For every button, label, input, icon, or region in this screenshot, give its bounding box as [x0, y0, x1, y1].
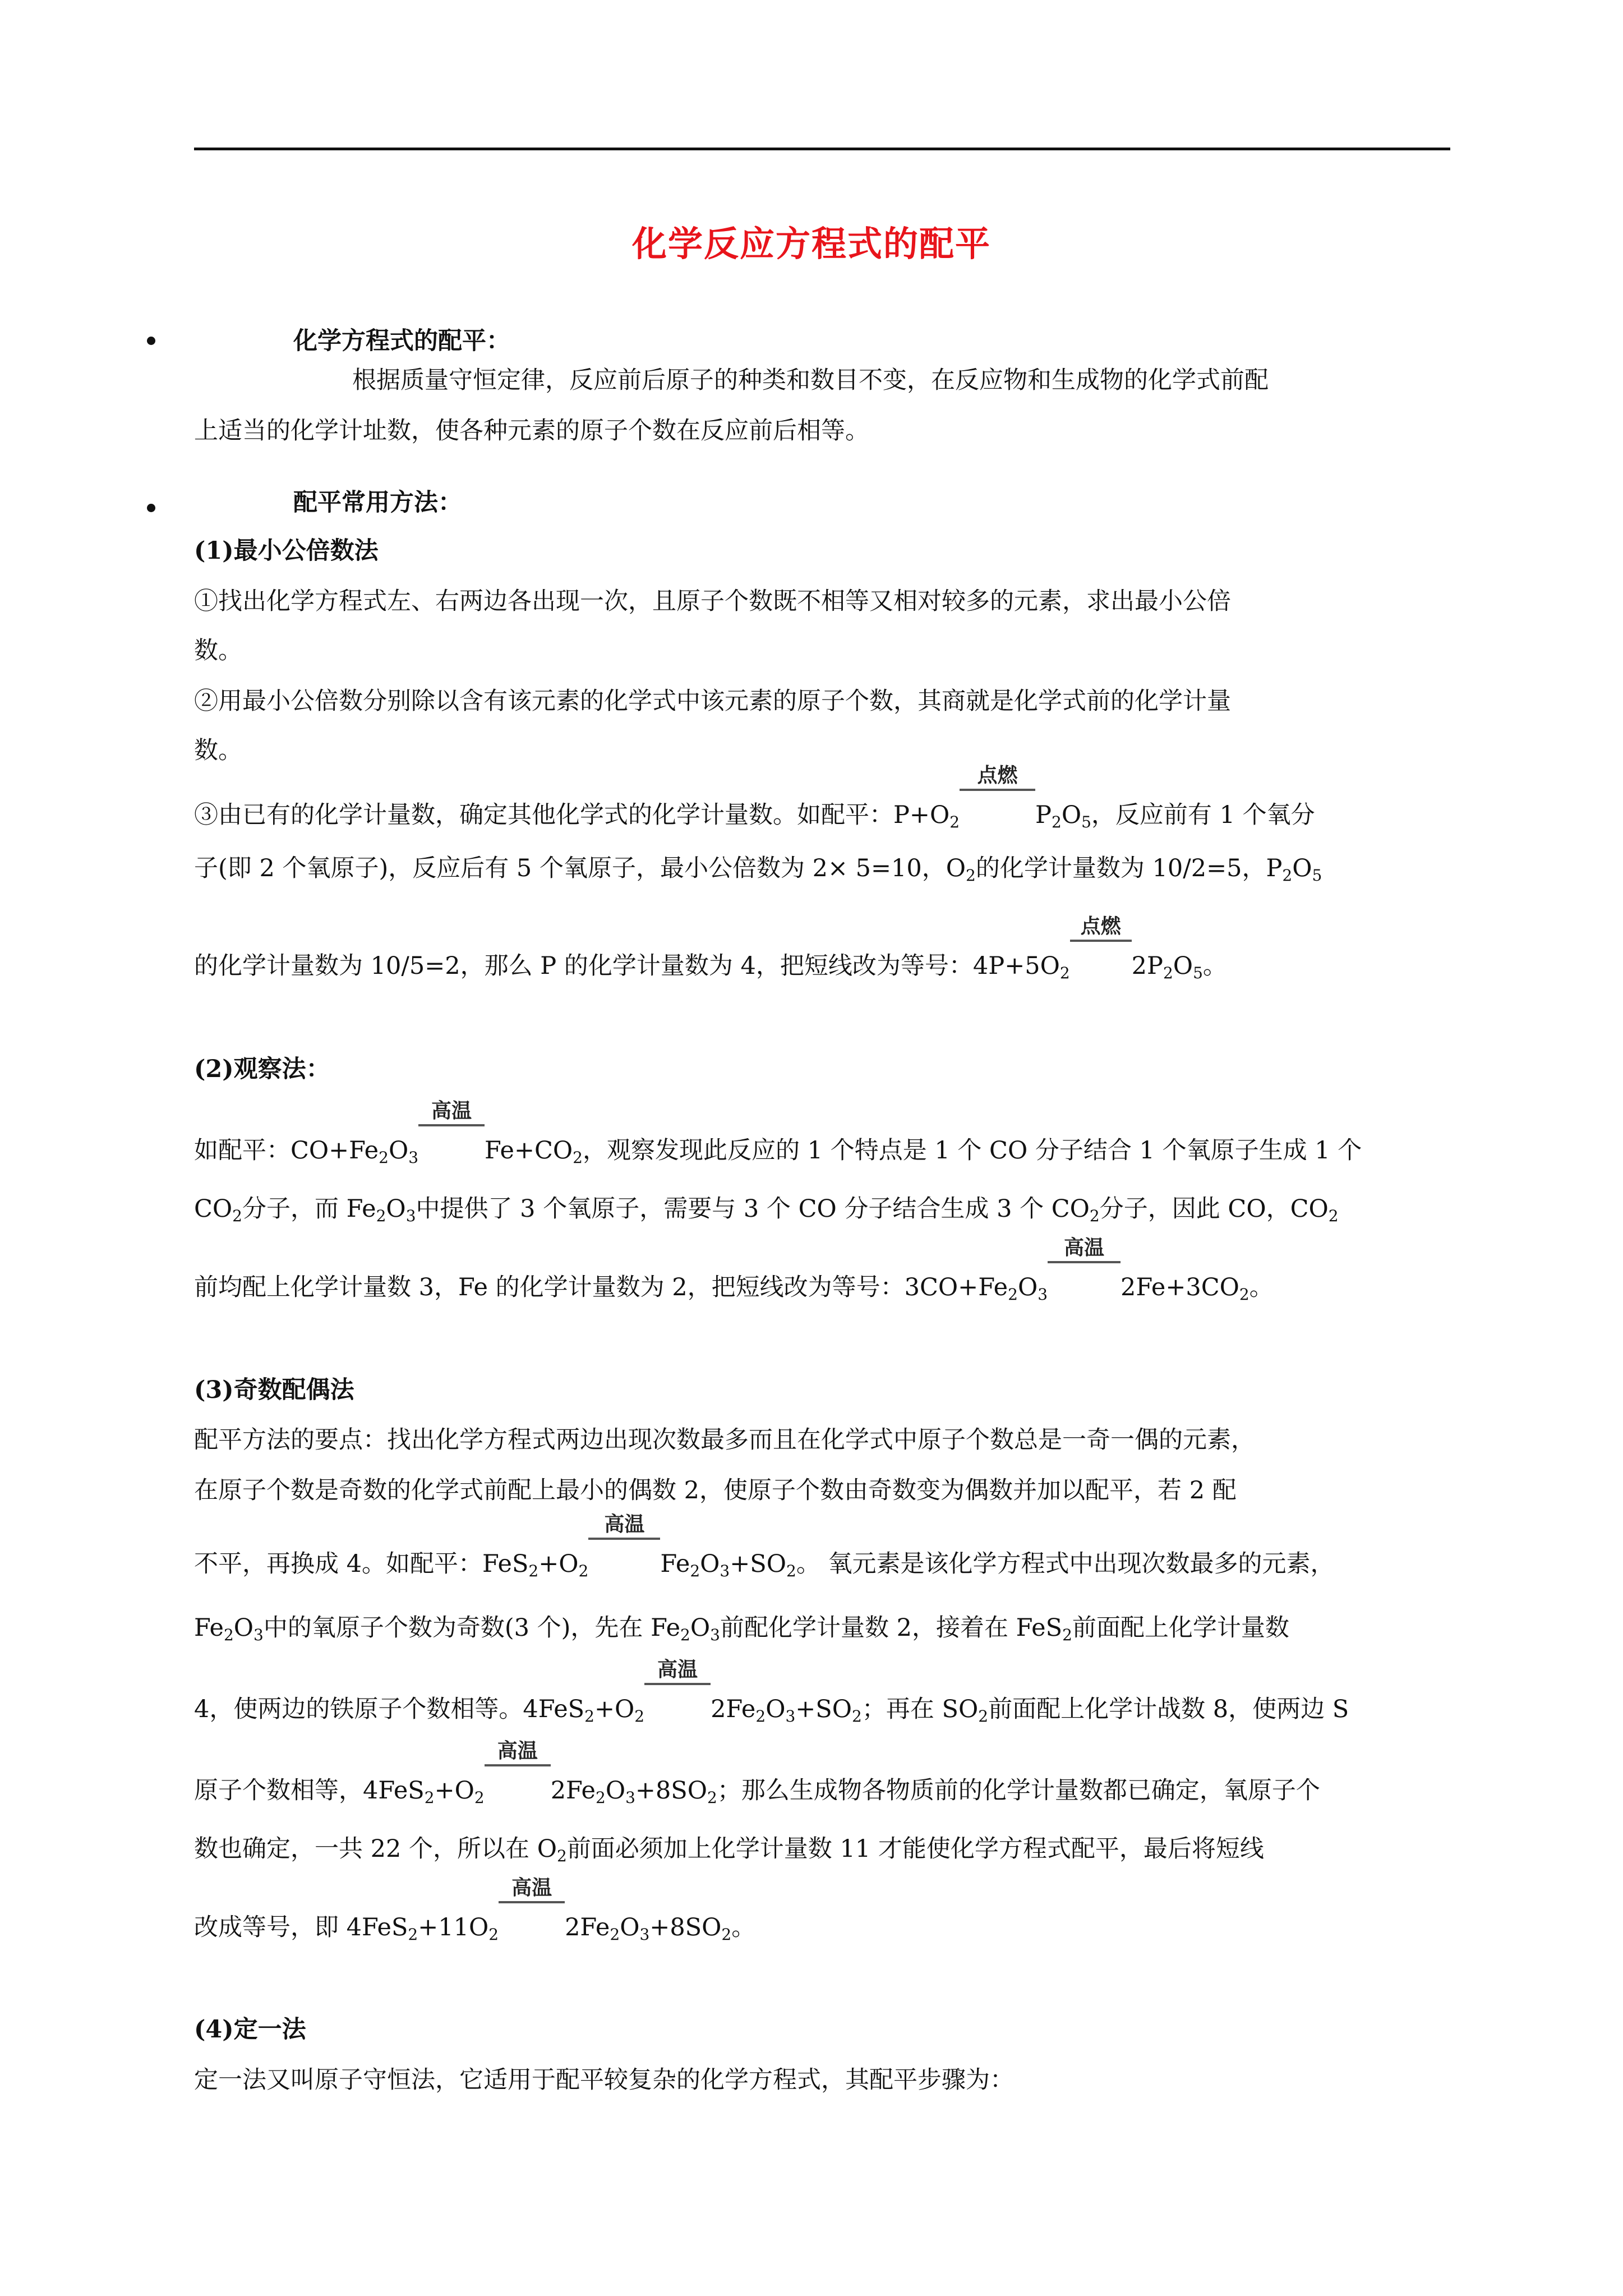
section2-heading: 配平常用方法： [293, 489, 462, 517]
header-rule [194, 148, 1450, 150]
bullet-icon [147, 337, 155, 345]
page-title: 化学反应方程式的配平 [631, 223, 991, 264]
method2-title: (2)观察法： [194, 1055, 330, 1083]
method1-step3-line3: 的化学计量数为 10/5=2，那么 P 的化学计量数为 4，把短线改为等号：$4P+5O_2$ 点燃 $2P_2O_5$。 [194, 915, 1227, 982]
method3-title: (3)奇数配偶法 [194, 1376, 354, 1404]
method1-step2-line2: 数。 [194, 737, 242, 765]
section1-paragraph-line1: 根据质量守恒定律，反应前后原子的种类和数目不变，在反应物和生成物的化学式前配 [352, 366, 1269, 394]
reaction-condition: 高温 [485, 1774, 551, 1807]
method1-step2-line1: ②用最小公倍数分别除以含有该元素的化学式中该元素的原子个数，其商就是化学式前的化学计量 [194, 687, 1231, 715]
method3-line7: 数也确定，一共 22 个，所以在 $O_2$前面必须加上化学计量数 11 才能使化学方程式配平，最后将短线 [194, 1835, 1264, 1865]
method1-step1-line1: ①找出化学方程式左、右两边各出现一次，且原子个数既不相等又相对较多的元素，求出最小公倍 [194, 587, 1231, 615]
section1-heading: 化学方程式的配平： [293, 327, 510, 355]
method3-line3: 不平，再换成 4。如配平：$FeS_2+O_2$ 高温 $Fe_2O_3+SO_2$。 氧元素是该化学方程式中出现次数最多的元素， [194, 1513, 1335, 1580]
method3-line8: 改成等号，即 $4FeS_2+11O_2$ 高温 $2Fe_2O_3+8SO_2$。 [194, 1876, 756, 1944]
method3-line1: 配平方法的要点：找出化学方程式两边出现次数最多而且在化学式中原子个数总是一奇一偶的元素， [194, 1426, 1255, 1454]
section1-paragraph-line2: 上适当的化学计址数，使各种元素的原子个数在反应前后相等。 [194, 417, 869, 445]
method2-line1: 如配平：$CO+Fe_2O_3$ 高温 $Fe+CO_2$，观察发现此反应的 1 个特点是 1 个 CO 分子结合 1 个氧原子生成 1 个 [194, 1099, 1362, 1167]
reaction-condition: 点燃 [1070, 949, 1132, 983]
reaction-condition: 高温 [499, 1911, 565, 1944]
reaction-condition: 高温 [1048, 1271, 1121, 1304]
bullet-icon [147, 504, 155, 512]
method1-title: (1)最小公倍数法 [194, 537, 379, 565]
method4-line1: 定一法又叫原子守恒法，它适用于配平较复杂的化学方程式，其配平步骤为： [194, 2066, 1014, 2094]
method3-line5: 4，使两边的铁原子个数相等。$4FeS_2+O_2$ 高温 $2Fe_2O_3+SO_2$；再在 $SO_2$前面配上化学计战数 8，使两边 S [194, 1658, 1349, 1726]
method2-line3: 前均配上化学计量数 3，Fe 的化学计量数为 2，把短线改为等号：$3CO+Fe_2O_3$ 高温 $2Fe+3CO_2$。 [194, 1236, 1274, 1304]
method1-step3-line2: 子(即 2 个氧原子)，反应后有 5 个氧原子，最小公倍数为 2× 5=10，$O_2$的化学计量数为 10/2=5，$P_2O_5$ [194, 854, 1322, 885]
method3-line4: $Fe_2O_3$中的氧原子个数为奇数(3 个)，先在 $Fe_2O_3$前配化学计量数 2，接着在 FeS$_2$前面配上化学计量数 [194, 1614, 1289, 1644]
section-heading [293, 324, 510, 358]
method3-line2: 在原子个数是奇数的化学式前配上最小的偶数 2，使原子个数由奇数变为偶数并加以配平，若 2 配 [194, 1476, 1237, 1504]
reaction-condition: 高温 [588, 1547, 660, 1581]
reaction-condition: 高温 [644, 1692, 711, 1726]
method4-title: (4)定一法 [194, 2016, 306, 2044]
method1-step3-line1: ③由已有的化学计量数，确定其他化学式的化学计量数。如配平：$P+O_2$ 点燃 $P_2O_5$，反应前有 1 个氧分 [194, 764, 1315, 831]
method1-step1-line2: 数。 [194, 637, 242, 665]
method2-line2: $CO_2$分子，而 $Fe_2O_3$中提供了 3 个氧原子，需要与 3 个 CO 分子结合生成 3 个 $CO_2$分子，因此 CO，$CO_2$ [194, 1195, 1339, 1225]
reaction-condition: 点燃 [960, 798, 1035, 832]
method3-line6: 原子个数相等，$4FeS_2+O_2$ 高温 $2Fe_2O_3+8SO_2$；那么生成物各物质前的化学计量数都已确定，氧原子个 [194, 1740, 1320, 1807]
reaction-condition: 高温 [418, 1134, 485, 1167]
